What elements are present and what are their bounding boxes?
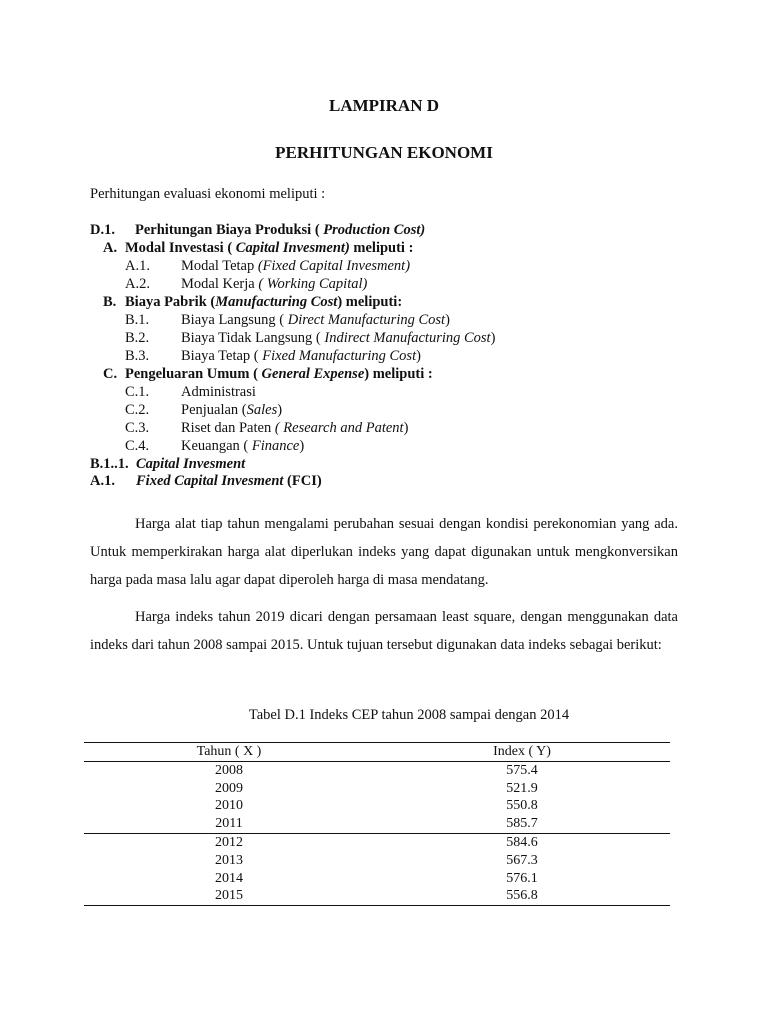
cell-year: 2009 xyxy=(215,780,243,796)
cell-index: 575.4 xyxy=(506,762,538,778)
section-b-number: B. xyxy=(103,294,117,310)
item-b2-tail: ) xyxy=(490,330,496,346)
table-caption: Tabel D.1 Indeks CEP tahun 2008 sampai dengan 2014 xyxy=(248,707,570,723)
item-c3-tail: ) xyxy=(403,420,409,436)
item-c1-text: Administrasi xyxy=(181,384,256,400)
section-b-suffix: ) meliputi: xyxy=(337,294,403,310)
paragraph-2-text: Harga indeks tahun 2019 dicari dengan persamaan least square, dengan menggunakan data indeks dari tahun 2008 sampai 2015. Untuk tujuan tersebut digunakan data indeks sebagai berikut: xyxy=(90,609,678,653)
item-b1-number: B.1. xyxy=(125,312,150,328)
cell-year: 2010 xyxy=(215,798,243,814)
item-c4-number: C.4. xyxy=(125,438,150,454)
item-c4 xyxy=(181,438,304,455)
item-a2-english: ( Working Capital) xyxy=(258,276,368,292)
table-row xyxy=(84,852,670,870)
cell-index: 550.8 xyxy=(506,798,538,814)
item-b2-english: Indirect Manufacturing Cost xyxy=(324,330,491,346)
item-b3 xyxy=(181,348,421,365)
item-c2 xyxy=(181,402,282,419)
cell-year: 2013 xyxy=(215,852,243,868)
cell-index: 521.9 xyxy=(506,780,538,796)
item-c4-english: Finance xyxy=(251,438,300,454)
item-b3-text: Biaya Tetap ( xyxy=(181,348,263,364)
table-row xyxy=(84,870,670,888)
subsection-a1-tail: (FCI) xyxy=(283,473,322,489)
paragraph-1-text: Harga alat tiap tahun mengalami perubahan sesuai dengan kondisi perekonomian yang ada. Untuk memperkirakan harga alat diperlukan indeks yang dapat digunakan untuk mengkonversikan harga pada masa lalu agar dapat diperoleh harga di masa mendatang. xyxy=(90,516,678,588)
table-row xyxy=(84,887,670,905)
paragraph-1 xyxy=(90,510,678,594)
section-b-english: Manufacturing Cost xyxy=(215,294,338,310)
item-b2 xyxy=(181,330,495,347)
table-row xyxy=(84,797,670,815)
item-b1-tail: ) xyxy=(445,312,450,328)
cell-index: 556.8 xyxy=(374,887,670,905)
table-row xyxy=(84,780,670,798)
item-a2-number: A.2. xyxy=(125,276,150,292)
item-b3-english: Fixed Manufacturing Cost xyxy=(262,348,417,364)
section-d1-heading xyxy=(135,222,425,239)
cell-index: 576.1 xyxy=(506,870,538,886)
item-c4-tail: ) xyxy=(299,438,305,454)
page-subtitle: PERHITUNGAN EKONOMI xyxy=(275,143,493,162)
item-a2 xyxy=(181,276,367,293)
section-c-english: General Expense xyxy=(261,366,365,382)
table-row xyxy=(84,815,670,833)
item-c4-text: Keuangan ( xyxy=(181,438,252,454)
item-c1-number: C.1. xyxy=(125,384,150,400)
item-a2-text: Modal Kerja xyxy=(181,276,259,292)
subsection-a1-english: Fixed Capital Invesment xyxy=(136,473,284,489)
section-a-label: Modal Investasi ( xyxy=(125,240,236,256)
item-b1 xyxy=(181,312,450,329)
section-d1-english: Production Cost) xyxy=(323,222,426,238)
table-row xyxy=(84,761,670,779)
item-c2-english: Sales xyxy=(246,402,278,418)
item-a1-text: Modal Tetap xyxy=(181,258,258,274)
intro-text: Perhitungan evaluasi ekonomi meliputi : xyxy=(90,186,326,202)
item-a1-number: A.1. xyxy=(125,258,150,274)
column-header-year: Tahun ( X ) xyxy=(84,743,374,762)
subsection-a1-number: A.1. xyxy=(90,473,115,489)
section-c-suffix: ) meliputi : xyxy=(364,366,433,382)
cep-index-table xyxy=(84,742,670,906)
section-b-label: Biaya Pabrik ( xyxy=(125,294,216,310)
section-c-label: Pengeluaran Umum ( xyxy=(125,366,262,382)
subsection-a1-title xyxy=(136,473,322,490)
cell-index: 567.3 xyxy=(506,852,538,868)
cell-index: 584.6 xyxy=(374,833,670,851)
paragraph-2 xyxy=(90,603,678,659)
subsection-b11-title: Capital Invesment xyxy=(136,456,246,472)
item-a1 xyxy=(181,258,410,275)
item-b1-text: Biaya Langsung ( xyxy=(181,312,288,328)
item-c3-text: Riset dan Paten xyxy=(181,420,275,436)
item-b1-english: Direct Manufacturing Cost xyxy=(287,312,446,328)
item-b2-number: B.2. xyxy=(125,330,150,346)
item-b2-text: Biaya Tidak Langsung ( xyxy=(181,330,325,346)
section-a-suffix: meliputi : xyxy=(349,240,414,256)
column-header-index: Index ( Y) xyxy=(374,743,670,762)
section-d1-number: D.1. xyxy=(90,222,115,238)
cell-year: 2015 xyxy=(84,887,374,905)
cell-year: 2012 xyxy=(84,833,374,851)
item-b3-number: B.3. xyxy=(125,348,150,364)
section-a-english: Capital Invesment) xyxy=(235,240,350,256)
item-c2-number: C.2. xyxy=(125,402,150,418)
item-c2-text: Penjualan ( xyxy=(181,402,247,418)
section-b-heading xyxy=(125,294,402,311)
page-title: LAMPIRAN D xyxy=(328,96,440,115)
section-a-heading xyxy=(125,240,413,257)
section-a-number: A. xyxy=(103,240,118,256)
item-b3-tail: ) xyxy=(416,348,421,364)
cell-index: 585.7 xyxy=(506,816,538,832)
cell-year: 2014 xyxy=(215,870,243,886)
section-c-number: C. xyxy=(103,366,118,382)
table-header-row xyxy=(84,743,670,762)
cell-year: 2011 xyxy=(215,816,243,832)
item-c3 xyxy=(181,420,408,437)
subsection-b11-number: B.1..1. xyxy=(90,456,129,472)
table-row xyxy=(84,833,670,851)
item-c3-number: C.3. xyxy=(125,420,150,436)
item-a1-english: (Fixed Capital Invesment) xyxy=(257,258,411,274)
item-c3-english: ( Research and Patent xyxy=(274,420,404,436)
section-d1-label: Perhitungan Biaya Produksi ( xyxy=(135,222,324,238)
item-c1 xyxy=(181,384,256,401)
cell-year: 2008 xyxy=(215,762,243,778)
item-c2-tail: ) xyxy=(277,402,283,418)
section-c-heading xyxy=(125,366,433,383)
